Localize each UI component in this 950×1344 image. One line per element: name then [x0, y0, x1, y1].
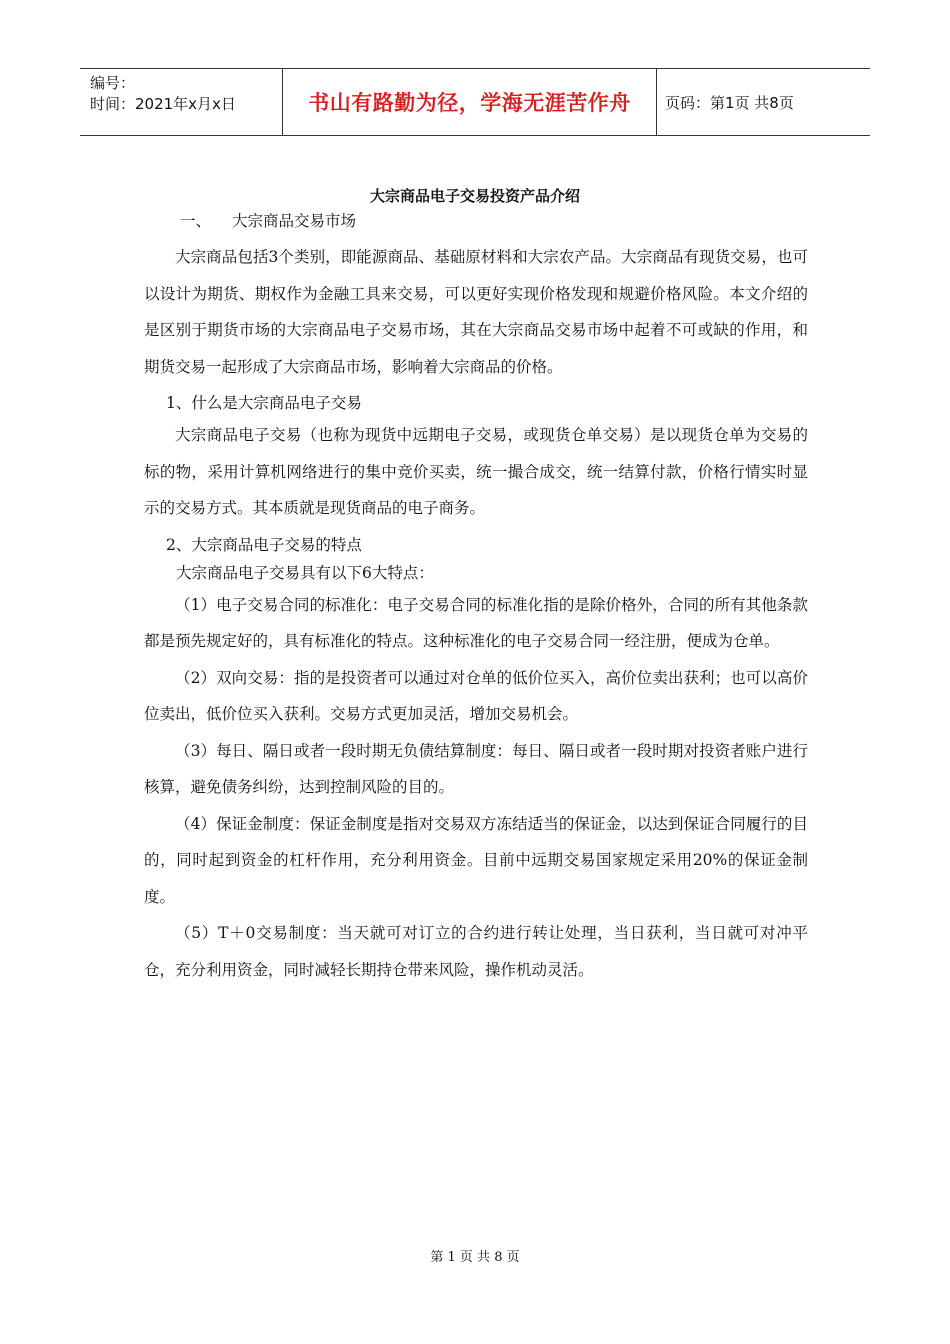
page-info: 页码：第1页 共8页: [665, 93, 794, 112]
header-motto-cell: [282, 69, 657, 135]
doc-body: [144, 206, 808, 988]
feature-1: （1）电子交易合同的标准化：电子交易合同的标准化指的是除价格外，合同的所有其他条款都是预先规定好的，具有标准化的特点。这种标准化的电子交易合同一经注册，便成为仓单。: [144, 595, 808, 650]
features-intro: 大宗商品电子交易具有以下6大特点：: [176, 563, 434, 582]
section-heading: [144, 206, 808, 236]
subheading-features: 2、大宗商品电子交易的特点: [166, 535, 362, 554]
subheading-what: 1、什么是大宗商品电子交易: [166, 394, 362, 412]
date-label: 时间：2021年x月x日: [90, 95, 236, 113]
feature-4: （4）保证金制度：保证金制度是指对交易双方冻结适当的保证金，以达到保证合同履行的目的，同时起到资金的杠杆作用，充分利用资金。目前中远期交易国家规定采用20%的保证金制度。: [144, 814, 808, 906]
feature-5: （5）T＋0交易制度：当天就可对订立的合约进行转让处理，当日获利，当日就可对冲平仓，充分利用资金，同时减轻长期持仓带来风险，操作机动灵活。: [144, 924, 808, 979]
intro-paragraph: 大宗商品包括3个类别，即能源商品、基础原材料和大宗农产品。大宗商品有现货交易，也可以设计为期货、期权作为金融工具来交易，可以更好实现价格发现和规避价格风险。本文介绍的是区别于期货市场的大宗商品电子交易市场，其在大宗商品交易市场中起着不可或缺的作用，和期货交易一起形成了大宗商品市场，影响着大宗商品的价格。: [144, 248, 808, 376]
feature-2: （2）双向交易：指的是投资者可以通过对仓单的低价位买入，高价位卖出获利；也可以高价位卖出，低价位买入获利。交易方式更加灵活，增加交易机会。: [144, 668, 808, 723]
serial-label: 编号：: [90, 74, 136, 92]
section-number: 一、: [180, 212, 212, 230]
header-page-info: [657, 69, 870, 135]
page-footer: 第 1 页 共 8 页: [430, 1250, 520, 1265]
section-title: 大宗商品交易市场: [232, 212, 357, 230]
motto: 书山有路勤为径，学海无涯苦作舟: [308, 91, 631, 115]
header-meta: [80, 69, 282, 135]
what-paragraph: 大宗商品电子交易（也称为现货中远期电子交易，或现货仓单交易）是以现货仓单为交易的标的物，采用计算机网络进行的集中竞价买卖，统一撮合成交，统一结算付款，价格行情实时显示的交易方式。其本质就是现货商品的电子商务。: [144, 426, 808, 517]
page-header: [80, 68, 870, 136]
feature-3: （3）每日、隔日或者一段时期无负债结算制度：每日、隔日或者一段时期对投资者账户进行核算，避免债务纠纷，达到控制风险的目的。: [144, 741, 808, 796]
doc-title: 大宗商品电子交易投资产品介绍: [369, 187, 580, 205]
